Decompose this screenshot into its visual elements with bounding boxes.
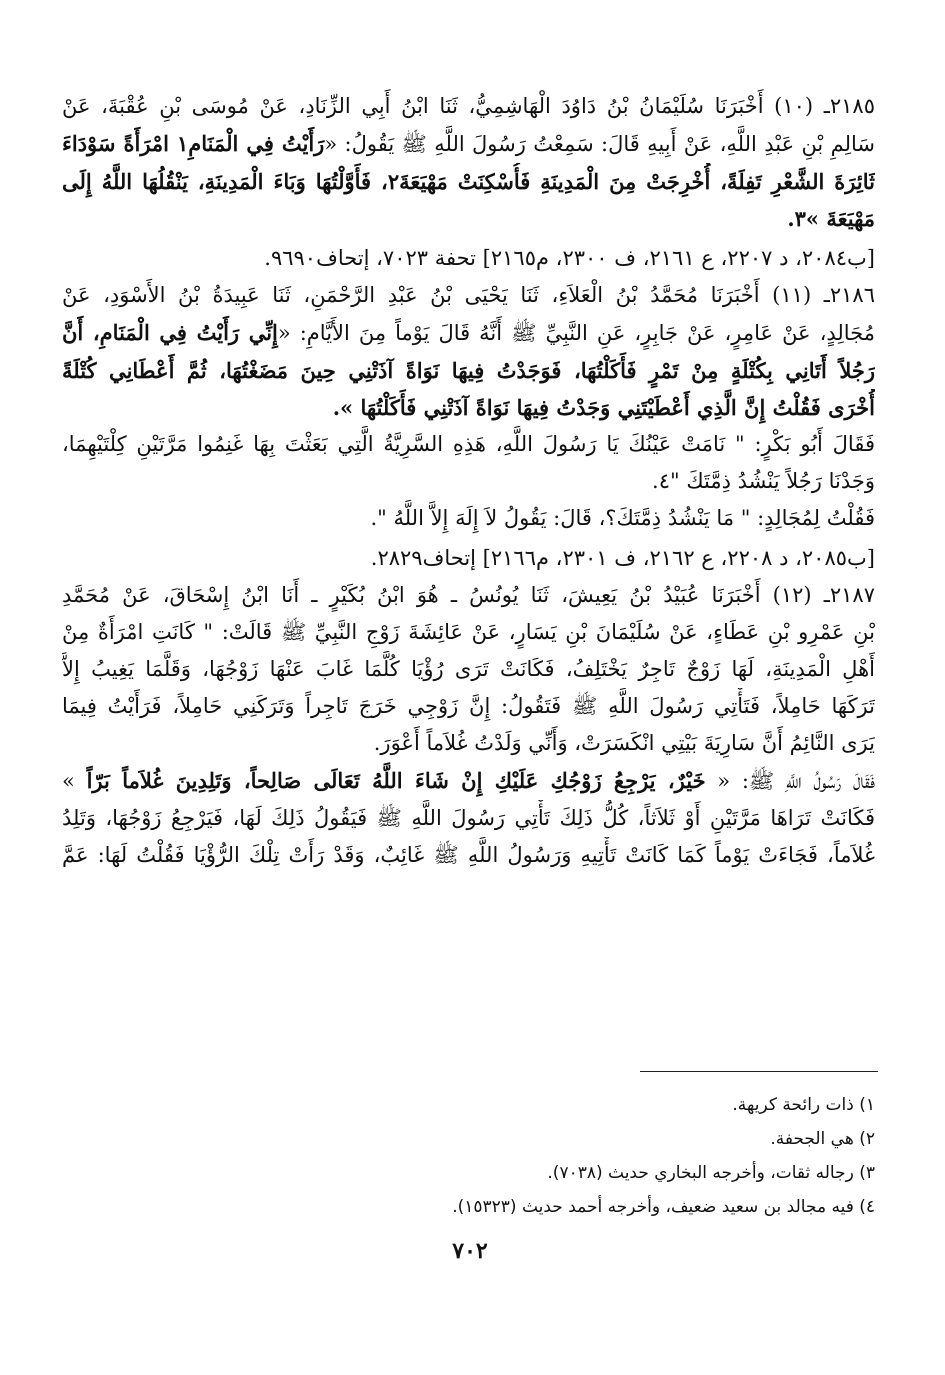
reference-line: [ب٢٠٨٥، د ٢٢٠٨، ع ٢١٦٢، ف ٢٣٠١، م٢١٦٦] إتحاف٢٨٢٩. xyxy=(370,546,875,570)
bold-quote: خَيْرٌ، يَرْجِعُ زَوْجُكِ عَلَيْكِ إِنْ شَاءَ اللَّهُ تَعَالَى صَالِحاً، وَتَلِدِينَ غُلاَماً بَرّاً xyxy=(86,768,706,793)
text-span: مُجَالِدٍ، عَنْ عَامِرٍ، عَنْ جَابِرٍ، عَنِ النَّبِيِّ ﷺ أَنَّهُ قَالَ يَوْماً مِنَ الأَيَّامِ: « xyxy=(277,321,875,345)
hadith-2186 xyxy=(62,277,875,577)
text-line: فَكَانَتْ تَرَاهَا مَرَّتَيْنِ أَوْ ثَلاَثاً، كُلُّ ذَلِكَ تَأْتِي رَسُولَ اللَّهِ ﷺ فَيَقُولُ ذَلِكَ لَهَا، فَيَرْجِعُ زَوْجُهَا، وَتَلِدُ xyxy=(62,806,875,830)
page-number: ٧٠٢ xyxy=(452,1238,488,1264)
text-line: تَرَكَهَا حَامِلاً، فَتَأْتِي رَسُولَ اللَّهِ ﷺ فَتَقُولُ: إِنَّ زَوْجِي خَرَجَ تَاجِراً وَتَرَكَنِي حَامِلاً، فَرَأَيْتُ فِيمَا xyxy=(62,694,875,718)
footnote-1: ١) ذات رائحة كريهة. xyxy=(732,1095,875,1115)
text-span: فَقَالَ رَسُولُ اللَّهِ ﷺ: « xyxy=(717,769,875,793)
text-line: ٢١٨٦ـ (١١) أَخْبَرَنَا مُحَمَّدُ بْنُ الْعَلاَءِ، ثَنَا يَحْيَى بْنُ عَبْدِ الرَّحْمَنِ، ثَنَا عَبِيدَةُ بْنُ الأَسْوَدِ، عَنْ xyxy=(62,283,875,307)
text-line: بْنِ عَمْرِو بْنِ عَطَاءٍ، عَنْ سُلَيْمَانَ بْنِ يَسَارٍ، عَنْ عَائِشَةَ زَوْجِ النَّبِيِّ ﷺ قَالَتْ: " كَانَتِ امْرَأَةٌ مِنْ xyxy=(62,620,875,644)
text-line: وَجَدْنَا رَجُلاً يَنْشُدُ ذِمَّتَكَ "٤. xyxy=(652,469,875,493)
text-span: » xyxy=(62,769,75,793)
bold-quote-line: ثَائِرَةَ الشَّعْرِ تَفِلَةً، أُخْرِجَتْ مِنَ الْمَدِينَةِ فَأُسْكِنَتْ مَهْيَعَةَ٢، فَأَوَّلْتُهَا وَبَاءَ الْمَدِينَةِ، يَنْقُلُهَا اللَّهُ إِلَى xyxy=(62,169,875,194)
text-line xyxy=(62,762,875,800)
text-line: ٢١٨٥ـ (١٠) أَخْبَرَنَا سُلَيْمَانُ بْنُ دَاوُدَ الْهَاشِمِيُّ، ثَنَا ابْنُ أَبِي الزِّنَادِ، عَنْ مُوسَى بْنِ عُقْبَةَ، عَنْ xyxy=(62,94,875,118)
text-line: ٢١٨٧ـ (١٢) أَخْبَرَنَا عُبَيْدُ بْنُ يَعِيشَ، ثَنَا يُونُسُ ـ هُوَ ابْنُ بُكَيْرٍ ـ أَنَا ابْنُ إِسْحَاقَ، عَنْ مُحَمَّدِ xyxy=(62,583,875,607)
text-line: يَرَى النَّائِمُ أَنَّ سَارِيَةَ بَيْتِي انْكَسَرَتْ، وَأَنِّي وَلَدْتُ غُلاَماً أَعْوَرَ. xyxy=(373,731,875,755)
footnote-divider xyxy=(640,1071,878,1072)
text-line: فَقَالَ أَبُو بَكْرٍ: " نَامَتْ عَيْنُكَ يَا رَسُولَ اللَّهِ، هَذِهِ السَّرِيَّةُ الَّتِي بَعَثْتَ بِهَا غَنِمُوا مَرَّتَيْنِ كِلْتَيْهِمَا، xyxy=(62,432,875,456)
text-line: أَهْلِ الْمَدِينَةِ، لَهَا زَوْجٌ تَاجِرٌ يَخْتَلِفُ، فَكَانَتْ تَرَى رُؤْيَا كُلَّمَا غَابَ عَنْهَا زَوْجُهَا، وَقَلَّمَا يَغِيبُ إِلاَّ xyxy=(62,657,875,681)
bold-quote-line: أُخْرَى فَقُلْتُ إِنَّ الَّذِي أَعْطَيْتَنِي وَجَدْتُ فِيهَا نَوَاةً آذَتْنِي فَأَكَلْتُهَا ». xyxy=(332,395,875,420)
hadith-2187 xyxy=(62,577,875,874)
text-line xyxy=(62,125,875,163)
text-span: سَالِمِ بْنِ عَبْدِ اللَّهِ، عَنْ أَبِيهِ قَالَ: سَمِعْتُ رَسُولَ اللَّهِ ﷺ يَقُولُ: « xyxy=(324,132,875,156)
text-line: غُلاَماً، فَجَاءَتْ يَوْماً كَمَا كَانَتْ تَأْتِيهِ وَرَسُولُ اللَّهِ ﷺ غَائِبٌ، وَقَدْ رَأَتْ تِلْكَ الرُّؤْيَا فَقُلْتُ لَهَا: عَمَّ xyxy=(62,843,875,867)
hadith-2185 xyxy=(62,88,875,277)
bold-quote-line: مَهْيَعَةَ »٣. xyxy=(787,206,875,231)
text-line: فَقُلْتُ لِمُجَالِدٍ: " مَا يَنْشُدُ ذِمَّتَكَ؟، قَالَ: يَقُولُ لاَ إِلَهَ إِلاَّ اللَّهُ ". xyxy=(370,506,875,530)
text-line xyxy=(62,314,875,352)
reference-line: [ب٢٠٨٤، د ٢٢٠٧، ع ٢١٦١، ف ٢٣٠٠، م٢١٦٥] تحفة ٧٠٢٣، إتحاف٩٦٩٠. xyxy=(264,246,875,270)
bold-quote: رَأَيْتُ فِي الْمَنَامِ١ امْرَأَةً سَوْدَاءَ xyxy=(62,131,325,156)
footnote-2: ٢) هي الجحفة. xyxy=(770,1129,875,1149)
bold-quote-line: رَجُلاً أَتَانِي بِكُتْلَةٍ مِنْ تَمْرٍ فَأَكَلْتُهَا، فَوَجَدْتُ فِيهَا نَوَاةً آذَتْنِي حِينَ مَضَغْتُهَا، ثُمَّ أَعْطَانِي كُتْلَةً xyxy=(62,358,875,383)
bold-quote: إِنِّي رَأَيْتُ فِي الْمَنَامِ، أَنَّ xyxy=(62,320,278,345)
footnote-4: ٤) فيه مجالد بن سعيد ضعيف، وأخرجه أحمد حديث (١٥٣٢٣). xyxy=(452,1197,875,1217)
footnote-3: ٣) رجاله ثقات، وأخرجه البخاري حديث (٧٠٣٨). xyxy=(547,1163,875,1183)
